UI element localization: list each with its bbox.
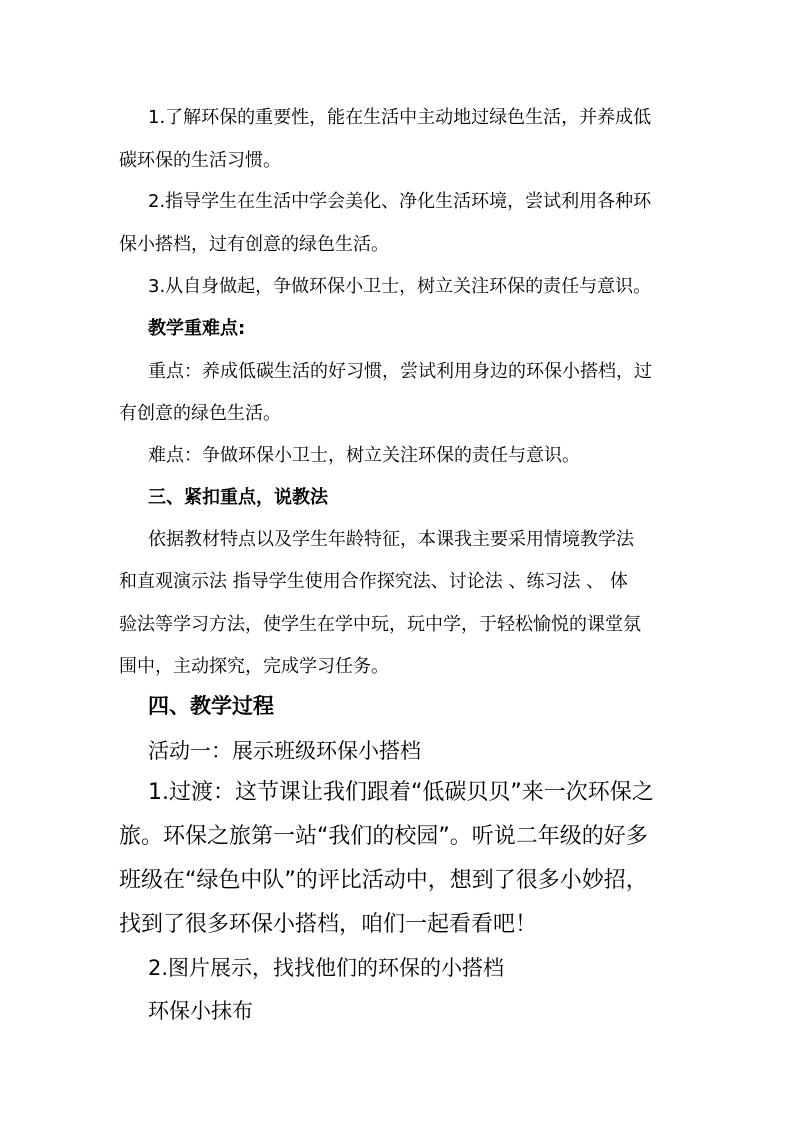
transition-line-4: 找到了很多环保小搭档，咱们一起看看吧！ xyxy=(119,912,538,937)
picture-show-line: 2.图片展示，找找他们的环保的小搭档 xyxy=(148,956,505,980)
objective-2-line-1: 2.指导学生在生活中学会美化、净化生活环境，尝试利用各种环 xyxy=(148,191,652,212)
objective-2-line-2: 保小搭档，过有创意的绿色生活。 xyxy=(119,234,389,255)
key-point-line-2: 有创意的绿色生活。 xyxy=(119,403,281,424)
transition-line-3: 班级在“绿色中队”的评比活动中，想到了很多小妙招， xyxy=(119,868,648,893)
activity-1-title: 活动一：展示班级环保小搭档 xyxy=(148,739,421,763)
transition-line-2: 旅。环保之旅第一站“我们的校园”。听说二年级的好多 xyxy=(119,824,648,849)
section-3-line-3: 验法等学习方法，使学生在学中玩，玩中学，于轻松愉悦的课堂氛 xyxy=(119,614,641,635)
section-3-line-4: 围中，主动探究，完成学习任务。 xyxy=(119,656,389,677)
section-3-heading: 三、紧扣重点，说教法 xyxy=(148,487,328,508)
difficulty-point: 难点：争做环保小卫士，树立关注环保的责任与意识。 xyxy=(148,445,580,466)
section-3-line-2: 和直观演示法 指导学生使用合作探究法、讨论法 、练习法 、 体 xyxy=(119,571,628,592)
key-difficulties-heading: 教学重难点: xyxy=(148,318,246,339)
objective-3: 3.从自身做起，争做环保小卫士，树立关注环保的责任与意识。 xyxy=(148,276,652,297)
section-4-heading: 四、教学过程 xyxy=(148,694,274,718)
eco-cloth-item: 环保小抹布 xyxy=(148,999,253,1023)
objective-1-line-1: 1.了解环保的重要性，能在生活中主动地过绿色生活，并养成低 xyxy=(148,107,652,128)
key-point-line-1: 重点：养成低碳生活的好习惯，尝试利用身边的环保小搭档，过 xyxy=(148,361,652,382)
section-3-line-1: 依据教材特点以及学生年龄特征，本课我主要采用情境教学法 xyxy=(148,529,634,550)
objective-1-line-2: 碳环保的生活习惯。 xyxy=(119,150,281,171)
transition-line-1: 1.过渡：这节课让我们跟着“低碳贝贝”来一次环保之 xyxy=(148,780,654,805)
